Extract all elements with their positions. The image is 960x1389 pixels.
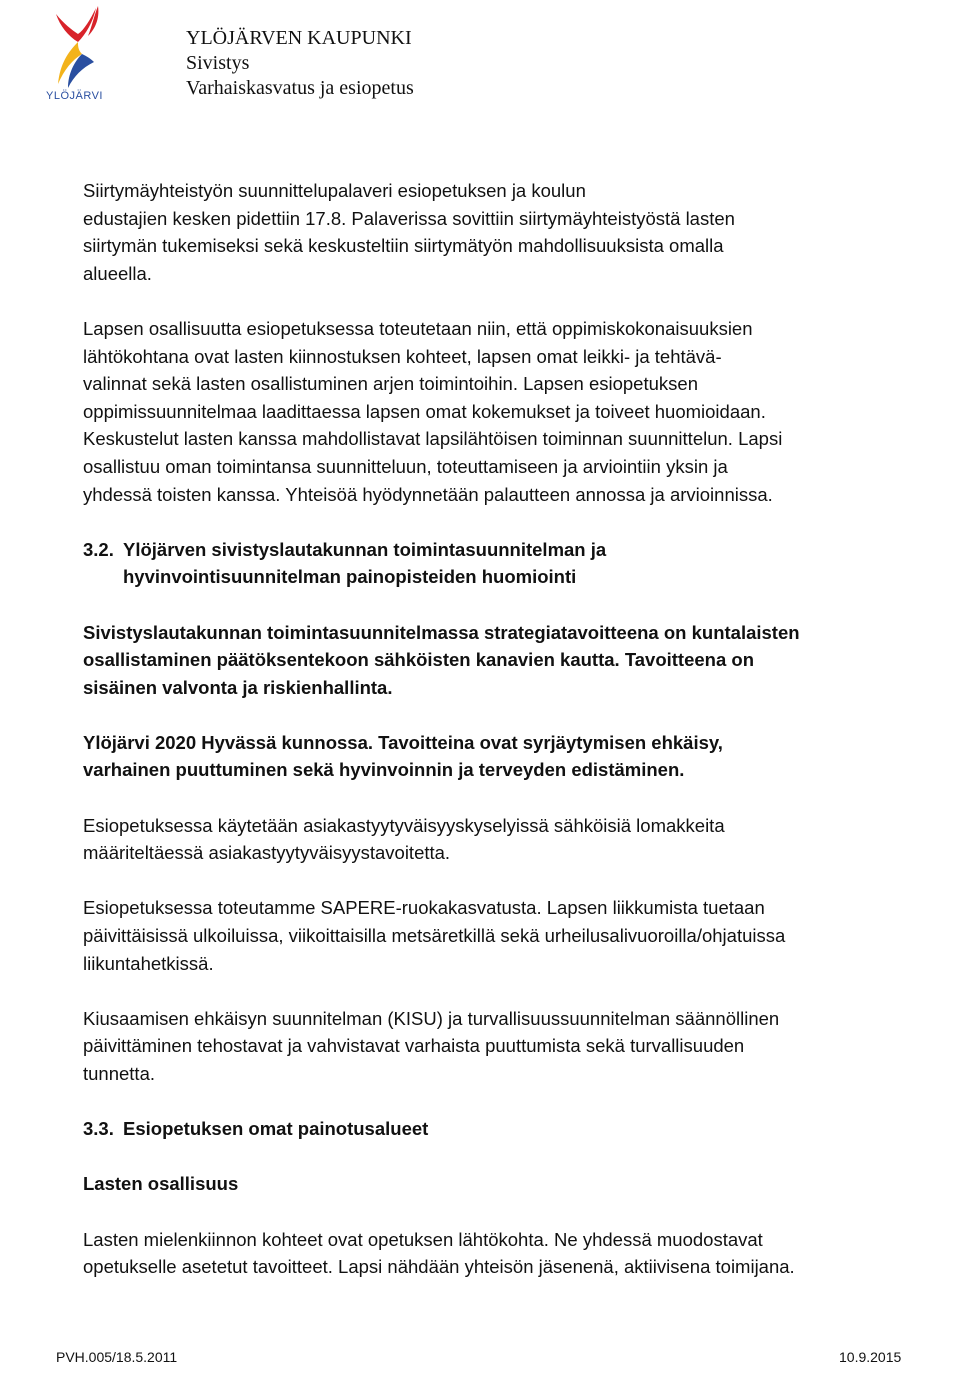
logo-emblem-icon bbox=[38, 4, 118, 94]
document-body bbox=[83, 177, 895, 1281]
logo-text: YLÖJÄRVI bbox=[46, 90, 103, 102]
paragraph-participation: Lapsen osallisuutta esiopetuksessa toteutetaan niin, että oppimiskokonaisuuksien lähtökohtana ovat lasten kiinnostuksen kohteet, lapsen omat leikki- ja tehtävä- valinnat sekä lasten osallistuminen arjen toimintoihin. Lapsen esiopetuksen oppimissuunnitelmaa laadittaessa lapsen omat kokemukset ja toiveet huomioidaan. Keskustelut lasten kanssa mahdollistavat lapsilähtöisen toiminnan suunnittelun. Lapsi osallistuu oman toimintansa suunnitteluun, toteuttamiseen ja arviointiin yksin ja yhdessä toisten kanssa. Yhteisöä hyödynnetään palautteen annossa ja arvioinnissa. bbox=[83, 317, 783, 505]
paragraph-ylojarvi-2020: Ylöjärvi 2020 Hyvässä kunnossa. Tavoitteina ovat syrjäytymisen ehkäisy, varhainen puuttuminen sekä hyvinvoinnin ja terveyden edistäminen. bbox=[83, 731, 723, 781]
paragraph-kisu: Kiusaamisen ehkäisyn suunnitelman (KISU) ja turvallisuussuunnitelman säännöllinen päivittäminen tehostavat ja vahvistavat varhaista puuttumista sekä turvallisuuden tunnetta. bbox=[83, 1007, 780, 1084]
heading-3-3: 3.3. Esiopetuksen omat painotusalueet bbox=[83, 1118, 429, 1140]
paragraph-customer-survey: Esiopetuksessa käytetään asiakastyytyväisyyskyselyissä sähköisiä lomakkeita määriteltäessä asiakastyytyväisyystavoitetta. bbox=[83, 814, 725, 864]
paragraph-strategy-goal: Sivistyslautakunnan toimintasuunnitelmassa strategiatavoitteena on kuntalaisten osallistaminen päätöksentekoon sähköisten kanavien kautta. Tavoitteena on sisäinen valvonta ja riskienhallinta. bbox=[83, 621, 800, 698]
heading-3-2: 3.2. Ylöjärven sivistyslautakunnan toimintasuunnitelman ja hyvinvointisuunnitelman painopisteiden huomiointi bbox=[83, 538, 607, 588]
heading-lasten-osallisuus: Lasten osallisuus bbox=[83, 1173, 239, 1195]
header-organization: YLÖJÄRVEN KAUPUNKI bbox=[186, 27, 412, 49]
document-header bbox=[186, 26, 414, 101]
header-department: Sivistys bbox=[186, 52, 250, 74]
footer-document-code: PVH.005/18.5.2011 bbox=[56, 1349, 178, 1365]
paragraph-interests: Lasten mielenkiinnon kohteet ovat opetuksen lähtökohta. Ne yhdessä muodostavat opetukselle asetetut tavoitteet. Lapsi nähdään yhteisön jäsenenä, aktiivisena toimijana. bbox=[83, 1228, 795, 1278]
paragraph-sapere: Esiopetuksessa toteutamme SAPERE-ruokakasvatusta. Lapsen liikkumista tuetaan päivittäisissä ulkoiluissa, viikoittaisilla metsäretkillä sekä urheilusalivuoroilla/ohjatuissa liikuntahetkissä. bbox=[83, 897, 786, 974]
header-unit: Varhaiskasvatus ja esiopetus bbox=[186, 77, 414, 99]
footer-date: 10.9.2015 bbox=[839, 1349, 902, 1365]
paragraph-transition: Siirtymäyhteistyön suunnittelupalaveri esiopetuksen ja koulun edustajien kesken pidettiin 17.8. Palaverissa sovittiin siirtymäyhteistyöstä lasten siirtymän tukemiseksi sekä keskusteltiin siirtymätyön mahdollisuuksista omalla alueella. bbox=[83, 180, 735, 284]
